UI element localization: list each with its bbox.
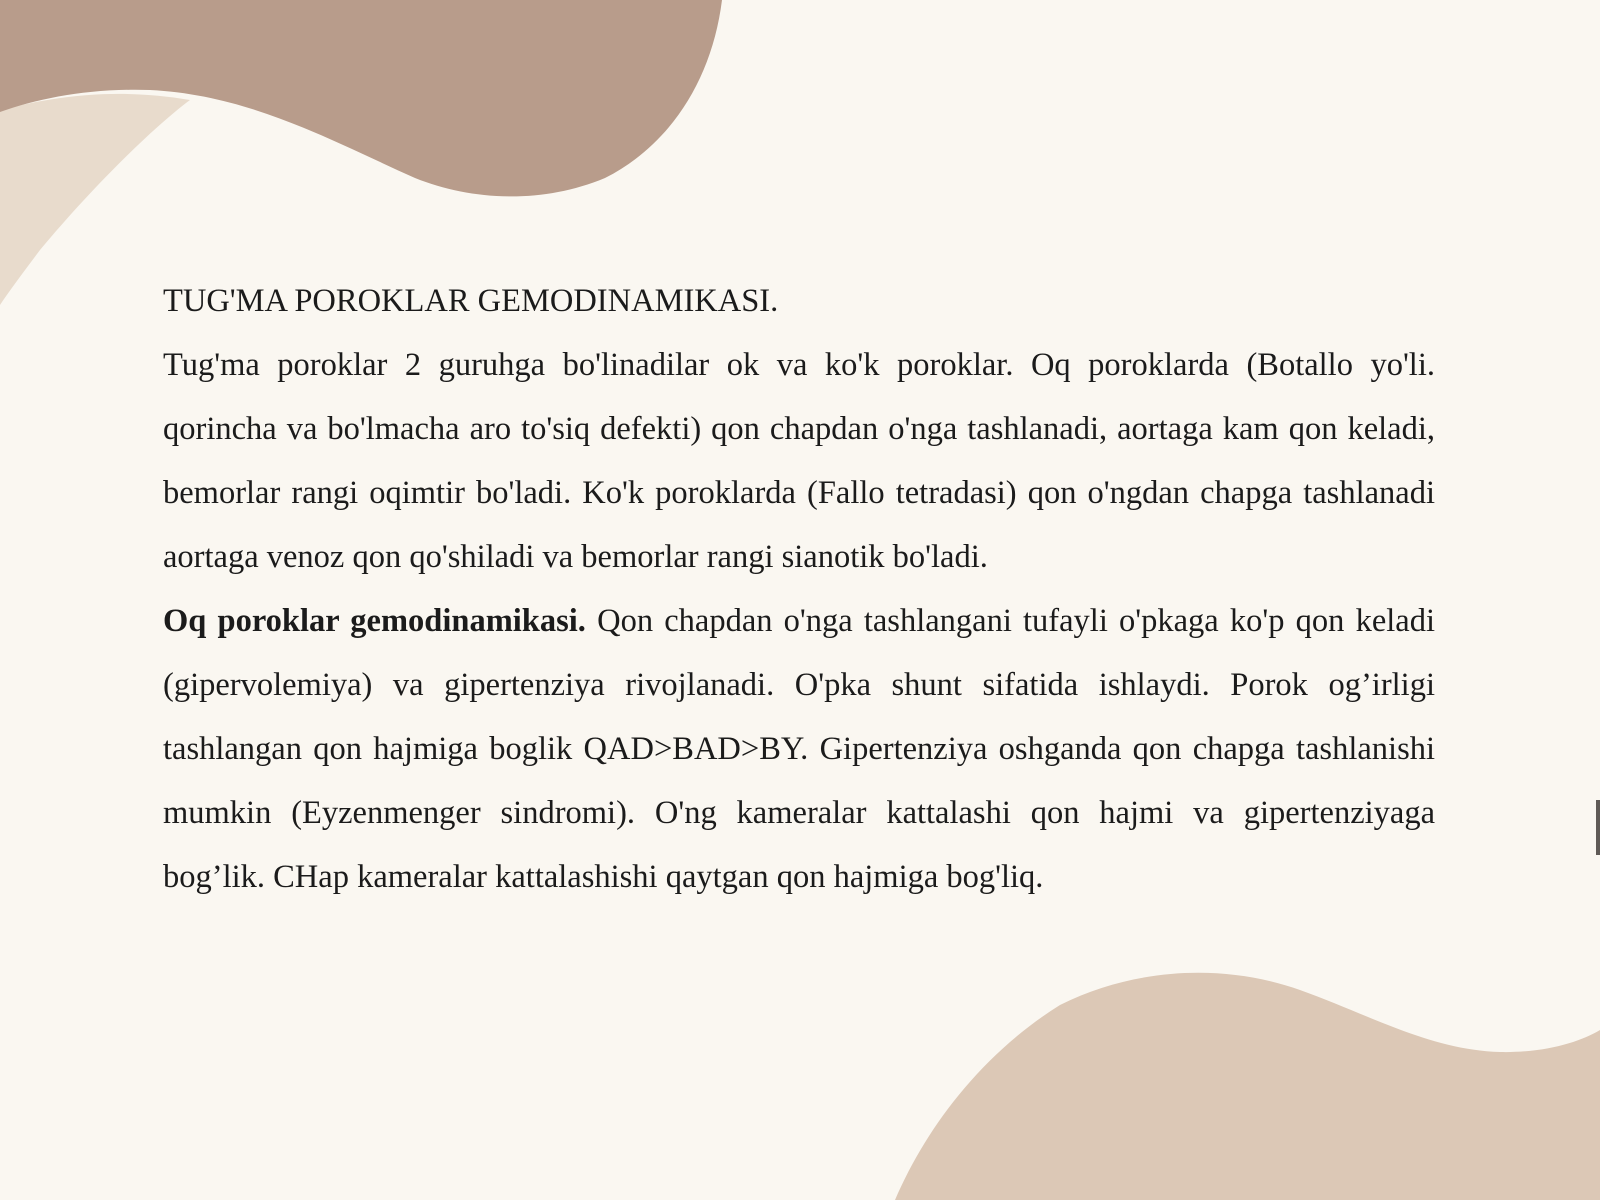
slide-content	[163, 269, 1435, 909]
slide-title: TUG'MA POROKLAR GEMODINAMIKASI.	[163, 283, 779, 319]
paragraph-body-text: Qon chapdan o'nga tashlangani tufayli o'pkaga ko'p qon keladi (gipervolemiya) va gipertenziya rivojlanadi. O'pka shunt sifatida ishlaydi. Porok og’irligi tashlangan qon hajmiga boglik QAD>BAD>BY. Gipertenziya oshganda qon chapga tashlanishi mumkin (Eyzenmenger sindromi). O'ng kameralar kattalashi qon hajmi va gipertenziyaga bog’lik. CHap kameralar kattalashishi qaytgan qon hajmiga bog'liq.	[163, 603, 1435, 895]
paragraph-poroklar-types: Tug'ma poroklar 2 guruhga bo'linadilar ok va ko'k poroklar. Oq poroklarda (Botallo yo'li. qorincha va bo'lmacha aro to'siq defekti) qon chapdan o'nga tashlanadi, aortaga kam qon keladi, bemorlar rangi oqimtir bo'ladi. Ko'k poroklarda (Fallo tetradasi) qon o'ngdan chapga tashlanadi aortaga venoz qon qo'shiladi va bemorlar rangi sianotik bo'ladi.	[163, 347, 1435, 575]
paragraph-oq-poroklar	[163, 589, 1435, 909]
paragraph-lead-heading: Oq poroklar gemodinamikasi.	[163, 603, 586, 639]
top-left-light-wave	[0, 94, 190, 305]
right-edge-mark	[1596, 800, 1600, 855]
bottom-right-wave	[895, 973, 1600, 1200]
